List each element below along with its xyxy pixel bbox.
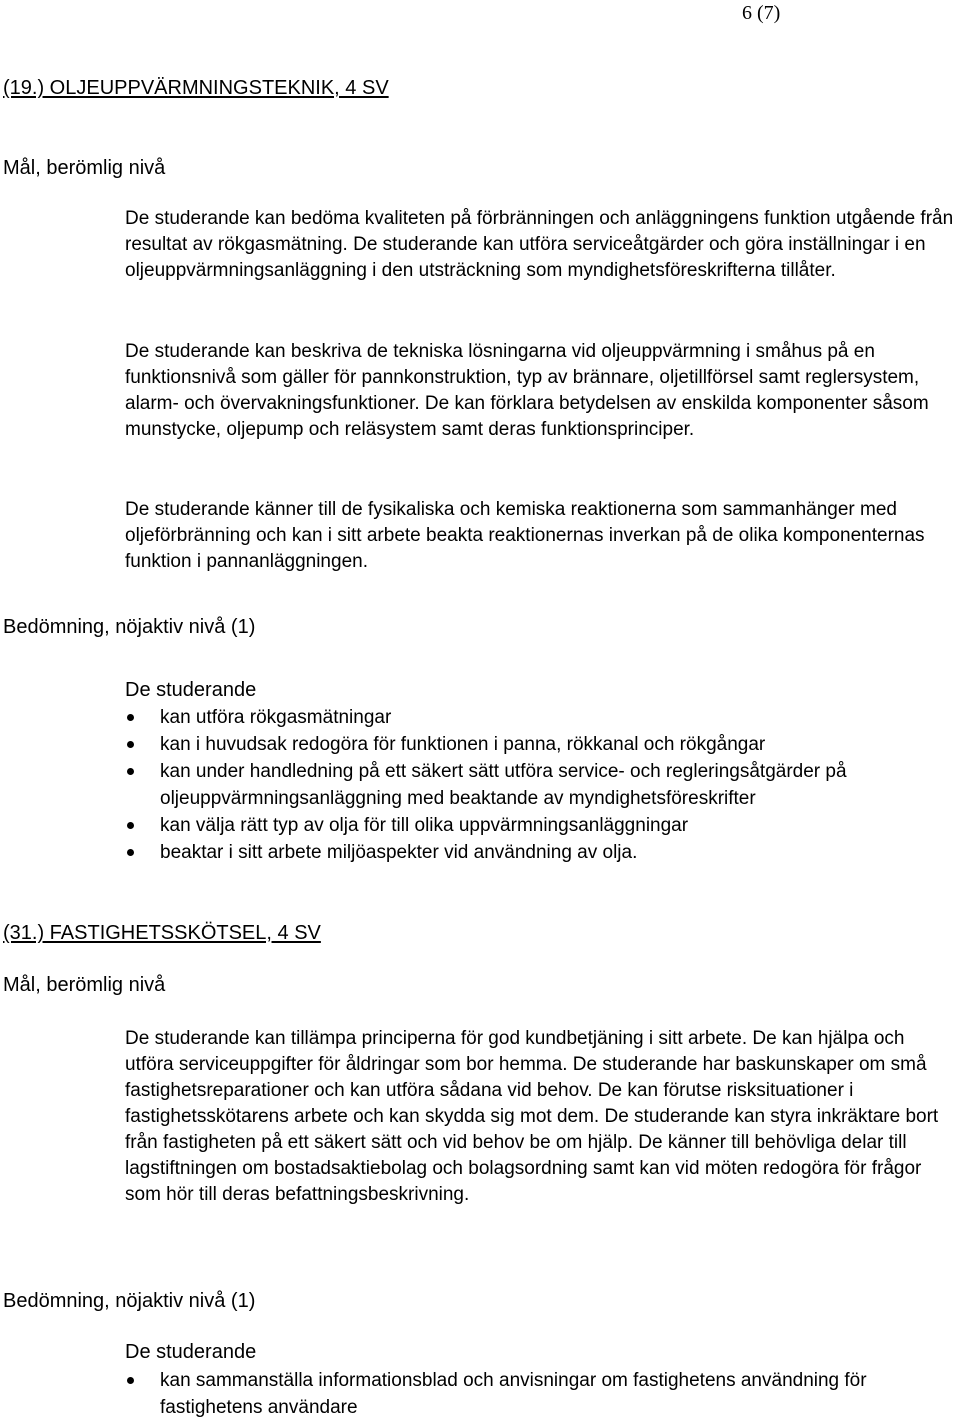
subject-label: De studerande — [125, 679, 257, 701]
goal-heading: Mål, berömlig nivå — [3, 974, 166, 996]
bullet-icon — [127, 1377, 134, 1384]
list-item — [125, 731, 960, 758]
list-item-text: beaktar i sitt arbete miljöaspekter vid användning av olja. — [160, 842, 638, 863]
list-item-text: kan i huvudsak redogöra för funktionen i panna, rökkanal och rökgångar — [160, 734, 766, 755]
list-item-text: kan under handledning på ett säkert sätt utföra service- och regleringsåtgärder på oljeuppvärmningsanläggning med beaktande av myndighetsföreskrifter — [160, 761, 847, 809]
bullet-icon — [127, 768, 134, 775]
page-number: 6 (7) — [742, 2, 781, 24]
goal-paragraph: De studerande kan beskriva de tekniska lösningarna vid oljeuppvärmning i småhus på en funktionsnivå som gäller för pannkonstruktion, typ av brännare, oljetillförsel samt reglersystem, alarm- och övervakningsfunktioner. De kan förklara betydelsen av enskilda komponenter såsom munstycke, oljepump och reläsystem samt deras funktionsprinciper. — [125, 341, 929, 440]
subject-label: De studerande — [125, 1341, 257, 1363]
list-item — [125, 704, 960, 731]
goal-paragraph: De studerande känner till de fysikaliska och kemiska reaktionerna som sammanhänger med oljeförbränning och kan i sitt arbete beakta reaktionernas inverkan på de olika komponenternas funktion i pannanläggningen. — [125, 499, 925, 572]
bullet-icon — [127, 822, 134, 829]
assessment-bullet-list — [125, 704, 960, 866]
goal-paragraph: De studerande kan tillämpa principerna för god kundbetjäning i sitt arbete. De kan hjälpa och utföra serviceuppgifter för åldringar som bor hemma. De studerande har baskunskaper om små fastighetsreparationer och kan utföra sådana vid behov. De kan förutse risksituationer i fastighetsskötarens arbete och kan skydda sig mot dem. De studerande kan styra inkräktare bort från fastigheten på ett säkert sätt och vid behov be om hjälp. De känner till behövliga delar till lagstiftningen om bostadsaktiebolag och bolagsordning samt kan vid möten redogöra för frågor som hör till deras befattningsbeskrivning. — [125, 1028, 939, 1205]
bullet-icon — [127, 849, 134, 856]
bullet-icon — [127, 741, 134, 748]
list-item — [125, 839, 960, 866]
section-title-oljeuppvarmningsteknik: (19.) OLJEUPPVÄRMNINGSTEKNIK, 4 SV — [3, 77, 389, 99]
section-title-fastighetsskotsel: (31.) FASTIGHETSSKÖTSEL, 4 SV — [3, 922, 321, 944]
list-item — [125, 758, 960, 812]
goal-paragraph: De studerande kan bedöma kvaliteten på förbränningen och anläggningens funktion utgående från resultat av rökgasmätning. De studerande kan utföra serviceåtgärder och göra inställningar i en oljeuppvärmningsanläggning i den utsträckning som myndighetsföreskrifterna tillåter. — [125, 208, 954, 281]
list-item-text: kan välja rätt typ av olja för till olika uppvärmningsanläggningar — [160, 815, 689, 836]
goal-heading: Mål, berömlig nivå — [3, 157, 166, 179]
assessment-bullet-list — [125, 1367, 960, 1421]
list-item — [125, 812, 960, 839]
assessment-heading: Bedömning, nöjaktiv nivå (1) — [3, 616, 256, 638]
assessment-heading: Bedömning, nöjaktiv nivå (1) — [3, 1290, 256, 1312]
list-item — [125, 1367, 960, 1421]
bullet-icon — [127, 714, 134, 721]
list-item-text: kan sammanställa informationsblad och anvisningar om fastighetens användning för fastighetens användare — [160, 1370, 867, 1418]
list-item-text: kan utföra rökgasmätningar — [160, 707, 392, 728]
